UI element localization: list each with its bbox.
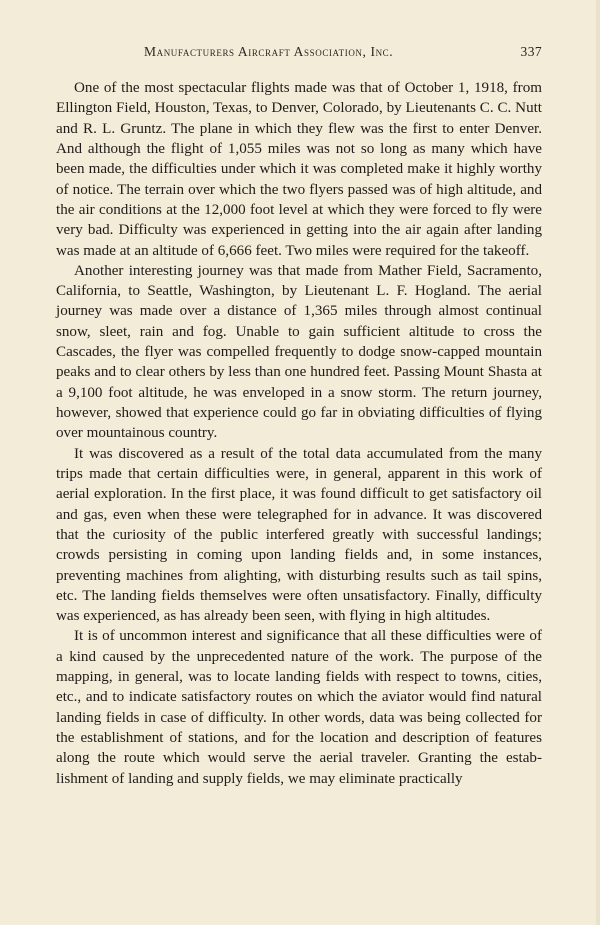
running-head: Manufacturers Aircraft Association, Inc.	[144, 44, 394, 59]
paragraph: Another interesting journey was that made from Mather Field, Sacramento, California, to Seattle, Washington, by Lieutenant L. F. Hogland. The aerial journey was made over a distance of 1,365 miles through almost continual snow, sleet, rain and fog. Unable to gain sufficient altitude to cross the Cascades, the flyer was compelled frequently to dodge snow-capped mountain peaks and to clear others by less than one hundred feet. Passing Mount Shasta at a 9,100 foot altitude, he was enveloped in a snow storm. The return journey, however, showed that experience could go far in obviating difficulties of flying over mountainous country.	[56, 262, 542, 442]
body-text	[56, 78, 542, 789]
page-edge	[596, 0, 600, 925]
page-header	[56, 44, 542, 62]
paragraph: It was discovered as a result of the total data accumulated from the many trips made that certain difficulties were, in general, apparent in this work of aerial exploration. In the first place, it was found difficult to get satisfactory oil and gas, even when these were telegraphed for in advance. It was discovered that the curiosity of the public interfered greatly with successful landings; crowds persisting in coming upon landing fields and, in some instances, preventing machines from alighting, with disturbing results such as tail spins, etc. The landing fields themselves were often unsatisfactory. Finally, difficulty was experienced, as has already been seen, with flying in high altitudes.	[56, 445, 542, 625]
paragraph: One of the most spectacular flights made was that of October 1, 1918, from Ellington Field, Houston, Texas, to Denver, Colorado, by Lieutenants C. C. Nutt and R. L. Gruntz. The plane in which they flew was the first to enter Denver. And although the flight of 1,055 miles was not so long as many which have been made, the difficulties under which it was completed make it highly worthy of notice. The terrain over which the two flyers passed was of high altitude, and the air conditions at the 12,000 foot level at which they were forced to fly were very bad. Difficulty was experienced in getting into the air again after landing was made at an altitude of 6,666 feet. Two miles were required for the takeoff.	[56, 80, 542, 259]
page-number: 337	[520, 44, 542, 59]
paragraph: It is of uncommon interest and significance that all these difficulties were of a kind caused by the unprecedented nature of the work. The purpose of the mapping, in general, was to locate landing fields with respect to towns, cities, etc., and to indicate satisfactory routes on which the aviator would find natural landing fields in case of difficulty. In other words, data was being collected for the establishment of stations, and for the location and description of features along the route which would serve the aerial traveler. Granting the establishment of landing and supply fields, we may eliminate practically	[56, 628, 542, 787]
